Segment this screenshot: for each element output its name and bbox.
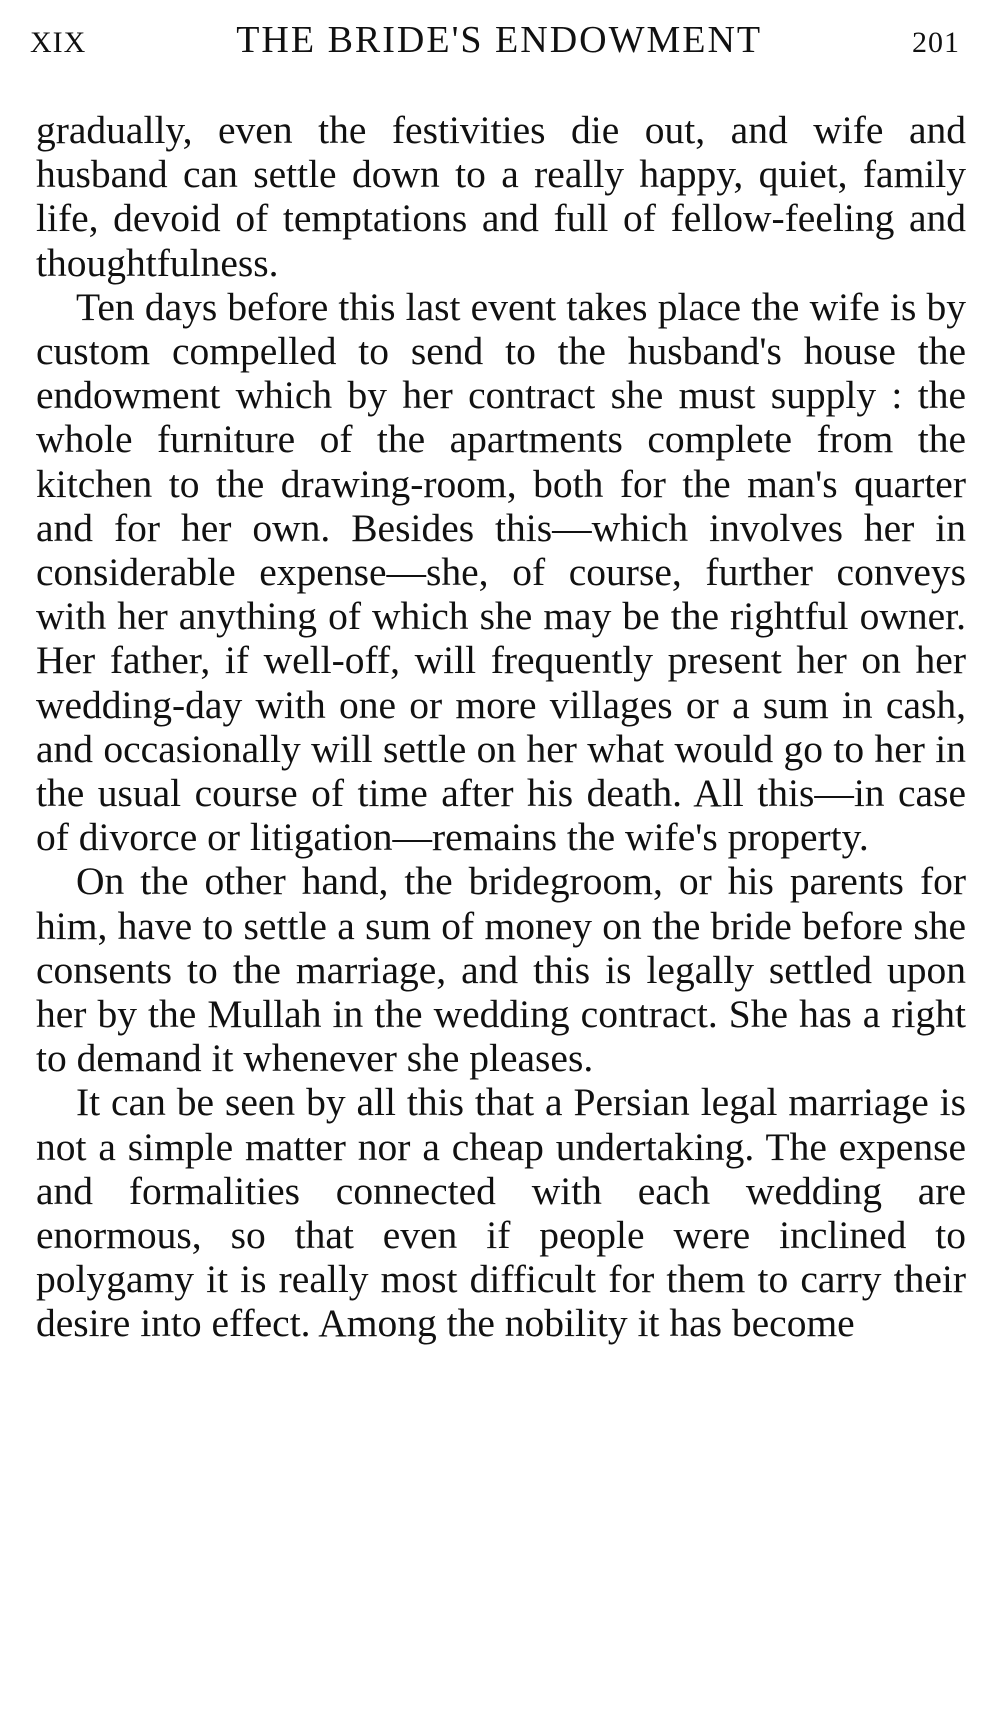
- running-head: [30, 18, 960, 78]
- chapter-number: XIX: [30, 26, 87, 59]
- body-text: [36, 108, 966, 1346]
- running-title: THE BRIDE'S ENDOWMENT: [236, 19, 763, 61]
- paragraph: On the other hand, the bridegroom, or his parents for him, have to settle a sum of money on the bride before she consents to the marriage, and this is legally settled upon her by the Mullah in the wedding contract. She has a right to demand it whenever she pleases.: [36, 859, 966, 1081]
- paragraph-continuation: gradually, even the festivities die out, and wife and husband can settle down to a really happy, quiet, family life, devoid of temptations and full of fellow-feeling and thoughtfulness.: [36, 108, 966, 285]
- paragraph: Ten days before this last event takes place the wife is by custom compelled to send to the husband's house the endowment which by her contract she must supply : the whole furniture of the apartments complete from the kitchen to the drawing-room, both for the man's quarter and for her own. Besides this—which involves her in considerable expense—she, of course, further conveys with her anything of which she may be the rightful owner. Her father, if well-off, will frequently present her on her wedding-day with one or more villages or a sum in cash, and occasionally will settle on her what would go to her in the usual course of time after his death. All this—in case of divorce or litigation—remains the wife's property.: [36, 284, 966, 860]
- page-number: 201: [911, 26, 960, 59]
- paragraph: It can be seen by all this that a Persian legal marriage is not a simple matter nor a cheap undertaking. The expense and formalities connected with each wedding are enormous, so that even if people were inclined to polygamy it is really most difficult for them to carry their desire into effect. Among the nobility it has become: [36, 1080, 966, 1346]
